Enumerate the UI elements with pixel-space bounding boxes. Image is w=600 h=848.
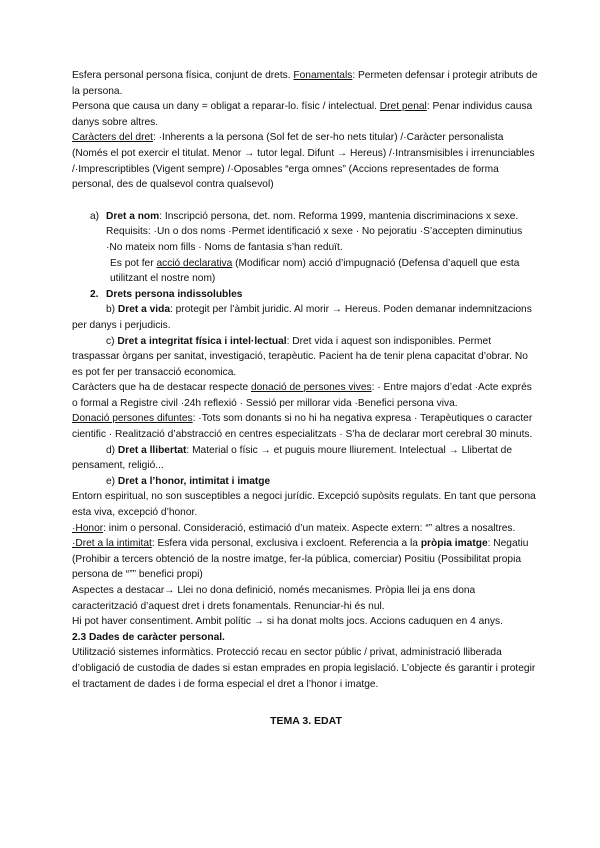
text: : ·Inherents a la persona (Sol fet de ser-ho nets titular) /·Caràcter personalista (Només el pot exercir el titulat. Menor → tutor legal. Difunt → Hereus) /·Intransmisibles i irrenunciables /·Imprescriptibles (Vigent sempre) /·Oposables “erga omnes” (Accions representades de forma personal, des de qualsevol contra qualsevol): [72, 132, 535, 191]
paragraph-dret-honor: [72, 474, 540, 490]
item-title: Dret a vida: [117, 304, 170, 316]
paragraph-honor: [72, 521, 540, 537]
paragraph-esfera: [72, 68, 540, 99]
paragraph-accio: [72, 256, 540, 287]
paragraph-aspectes: Aspectes a destacar→ Llei no dona definició, només mecanismes. Pròpia llei ja ens dona caracterització d’aquest dret i drets fonamentals. Renunciar-hi és nul.: [72, 585, 476, 612]
underlined-term: donació de persones vives: [250, 382, 372, 394]
text: : Permeten defensar i protegir atributs de la persona.: [72, 70, 538, 97]
underlined-term: Fonamentals: [293, 70, 353, 81]
underlined-term: ·Dret a la intimitat: [72, 538, 152, 550]
text: : Inscripció persona, det. nom. Reforma 1999, mantenia discriminacions x sexe. Requisits: ·Un o dos noms ·Permet identificació x sexe · No pejoratiu ·S’accepten diminutius ·No mateix nom fills · Noms de fantasia s’han reduït.: [106, 210, 523, 253]
list-marker: a): [90, 210, 100, 222]
underlined-term: acció declarativa: [156, 257, 233, 269]
paragraph-dany: [72, 99, 540, 130]
text: : · Entre majors d’edat ·Acte exprés o formal a Registre civil ·24h reflexió · Sessió per millorar vida ·Benefici persona viva.: [72, 382, 532, 409]
bold-term: pròpia imatge: [420, 538, 488, 550]
item-title: Dret a nom: [106, 210, 160, 222]
paragraph-dret-llibertat: [72, 443, 540, 474]
underlined-term: Caràcters del dret: [72, 132, 153, 144]
text: d): [106, 444, 118, 456]
paragraph-donacio-vives: [72, 380, 540, 411]
paragraph-consentiment: Hi pot haver consentiment. Ambit polític → si ha donat molts jocs. Accions caduquen en 4 anys.: [72, 616, 503, 628]
spacer: [72, 193, 540, 209]
text: Es pot fer: [110, 257, 157, 269]
paragraph-caracters-dret: [72, 130, 540, 192]
text: e): [106, 475, 118, 487]
text: : Material o físic → et puguis moure lliurement. Intelectual → Llibertat de pensament, religió...: [72, 444, 512, 472]
text: b): [106, 304, 118, 316]
list-item-dret-a-nom: [72, 209, 540, 256]
paragraph-intimitat: [72, 536, 540, 583]
paragraph-dret-integritat: [72, 334, 540, 381]
list-item-drets-indissolubles: [72, 287, 540, 303]
chapter-title: [72, 714, 540, 730]
text: : Negatiu (Prohibir a tercers obtenció de la nostre imatge, fer-la pública, comerciar) Positiu (Possibilitat propia persona de “”” benefici propi): [72, 538, 529, 581]
section-heading-dades: 2.3 Dades de caràcter personal.: [72, 631, 225, 643]
underlined-term: Dret penal: [379, 101, 427, 113]
list-marker: 2.: [90, 288, 99, 300]
text: : protegit per l’àmbit juridic. Al morir → Hereus. Poden demanar indemnitzacions per danys i perjudicis.: [72, 304, 532, 331]
text: Persona que causa un dany = obligat a reparar-lo. físic / intelectual.: [72, 101, 380, 113]
text: (Modificar nom) acció d’impugnació (Defensa d’aquell que esta utilitzant el nostre nom): [110, 257, 520, 285]
text: : inim o personal. Consideració, estimació d’un mateix. Aspecte extern: “” altres a nosaltres.: [103, 522, 516, 534]
underlined-term: ·Honor: [72, 522, 104, 534]
paragraph-entorn: Entorn espiritual, no son susceptibles a negoci jurídic. Excepció supòsits regulats. En tant que persona esta viva, excepció d’honor.: [72, 491, 536, 519]
text: : ·Tots som donants si no hi ha negativa expresa · Terapèutiques o caracter cientific · Realització d’abstracció en centres especialitzats · S’ha de declarar mort cerebral 30 minuts.: [72, 413, 533, 441]
text: c): [106, 335, 118, 347]
text: Esfera personal persona física, conjunt de drets.: [72, 70, 294, 81]
text: Caràcters que ha de destacar respecte: [72, 382, 251, 394]
chapter-title-text: TEMA 3. EDAT: [270, 715, 342, 728]
item-title: Dret a integritat física i intel·lectual: [117, 335, 287, 347]
document-body: [72, 68, 540, 740]
text: : Esfera vida personal, exclusiva i excloent. Referencia a la: [151, 538, 421, 550]
text: : Dret vida i aquest son indisponibles. Permet traspassar òrgans per sanitat, investigació, terapèutic. Pacient ha de tenir plena capacitat d’obrar. No es pot fer per transacció economica.: [72, 335, 528, 378]
item-title: Drets persona indissolubles: [106, 288, 243, 300]
paragraph-dades: Utilització sistemes informàtics. Protecció recau en sector públic / privat, administració lliberada d’obligació de custodia de dades si estan emprades en propia legislació. L’objecte és garantir i protegir el tractament de dades i de forma especial el dret a l’honor i imatge.: [72, 647, 536, 690]
underlined-term: Donació persones difuntes: [72, 413, 193, 425]
paragraph-donacio-difuntes: [72, 411, 540, 442]
text: : Penar individus causa danys sobre altres.: [72, 101, 533, 128]
paragraph-dret-vida: [72, 302, 540, 333]
item-title: Dret a llibertat: [117, 444, 187, 456]
item-title: Dret a l’honor, intimitat i imatge: [117, 475, 271, 487]
